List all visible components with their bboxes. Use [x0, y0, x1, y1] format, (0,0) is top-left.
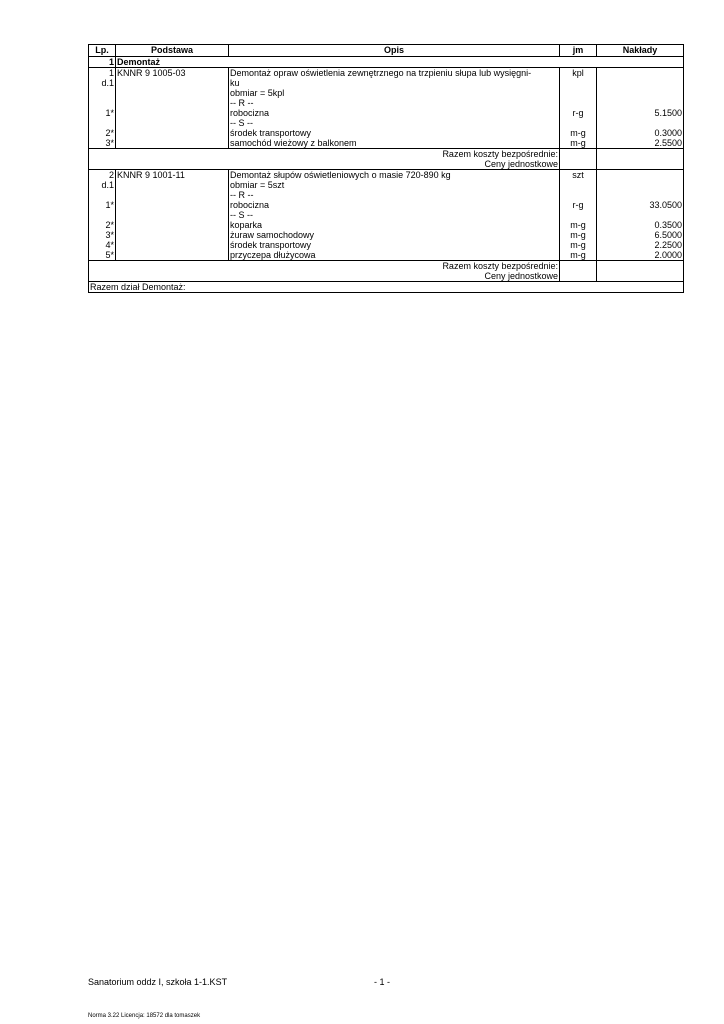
total-row — [89, 282, 684, 293]
footer-license: Norma 3.22 Licencja: 18572 dla tomaszek — [88, 1013, 201, 1019]
header-lp: Lp. — [89, 45, 116, 57]
table-header — [89, 45, 684, 57]
pos1-lp: 1 d.1 — [89, 68, 116, 109]
pos1-podstawa: KNNR 9 1005-03 — [116, 68, 229, 109]
header-opis: Opis — [229, 45, 560, 57]
pos2-lp: 2 d.1 — [89, 170, 116, 201]
pos2-naklady — [597, 170, 684, 201]
table-row: 1* robocizna r-g 33.0500 — [89, 200, 684, 210]
footer-filename: Sanatorium oddz I, szkoła 1-1.KST — [88, 977, 228, 987]
pos1-unit-price-label: Ceny jednostkowe — [89, 159, 560, 170]
table-row: -- S -- — [89, 210, 684, 220]
pos1-jm: kpl — [560, 68, 597, 109]
section-title: Demontaż — [116, 57, 684, 68]
table-row — [89, 68, 684, 109]
table-row: 3* samochód wieżowy z balkonem m-g 2.5500 — [89, 138, 684, 149]
section-lp: 1 — [89, 57, 116, 68]
table-row: 3* żuraw samochodowy m-g 6.5000 — [89, 230, 684, 240]
table-row: -- S -- — [89, 118, 684, 128]
pos1-opis: Demontaż opraw oświetlenia zewnętrznego na trzpieniu słupa lub wysięgni- ku obmiar = 5kpl -- R -- — [229, 68, 560, 109]
footer-page-number: - 1 - — [374, 977, 391, 987]
sum-row — [89, 261, 684, 272]
pos1-sum-label: Razem koszty bezpośrednie: — [89, 149, 560, 160]
pos1-naklady — [597, 68, 684, 109]
pos2-unit-price-label: Ceny jednostkowe — [89, 271, 560, 282]
header-jm: jm — [560, 45, 597, 57]
header-podstawa: Podstawa — [116, 45, 229, 57]
table-row: 1* robocizna r-g 5.1500 — [89, 108, 684, 118]
table-row: 2* środek transportowy m-g 0.3000 — [89, 128, 684, 138]
pos2-opis: Demontaż słupów oświetleniowych o masie 720-890 kg obmiar = 5szt -- R -- — [229, 170, 560, 201]
section-total-label: Razem dział Demontaż: — [89, 282, 684, 293]
header-naklady: Nakłady — [597, 45, 684, 57]
section-row — [89, 57, 684, 68]
table-row — [89, 170, 684, 201]
pos2-jm: szt — [560, 170, 597, 201]
table-row: 5* przyczepa dłużycowa m-g 2.0000 — [89, 250, 684, 261]
pos2-sum-label: Razem koszty bezpośrednie: — [89, 261, 560, 272]
table-row: 4* środek transportowy m-g 2.2500 — [89, 240, 684, 250]
sum-row — [89, 271, 684, 282]
table-row: 2* koparka m-g 0.3500 — [89, 220, 684, 230]
sum-row — [89, 159, 684, 170]
cost-table — [88, 44, 684, 293]
pos2-podstawa: KNNR 9 1001-11 — [116, 170, 229, 201]
sum-row — [89, 149, 684, 160]
